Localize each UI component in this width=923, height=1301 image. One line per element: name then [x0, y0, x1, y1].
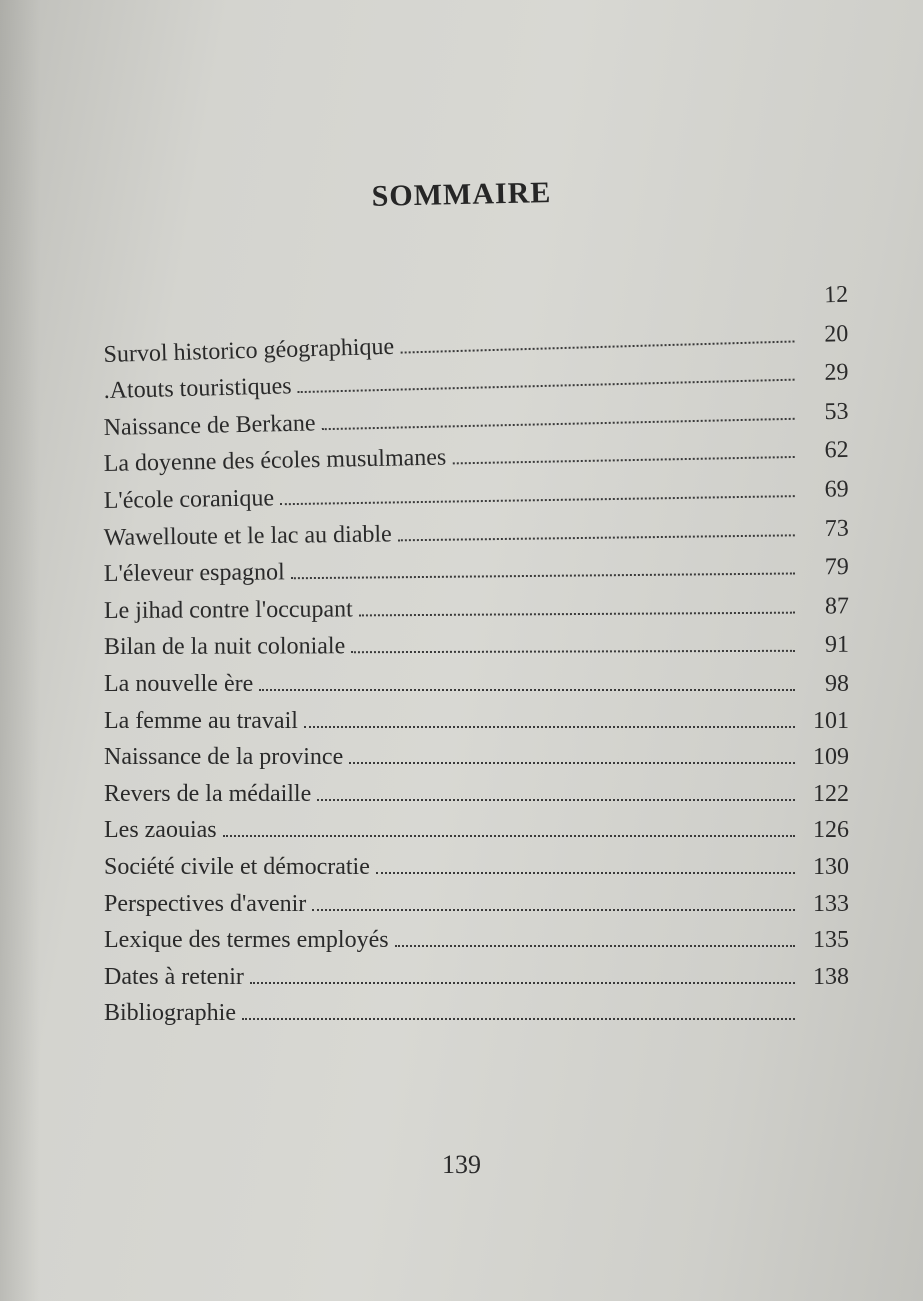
- toc-entry: [104, 776, 849, 808]
- toc-entry-title: Revers de la médaille: [104, 780, 312, 807]
- toc-leader-dots: [250, 981, 795, 984]
- toc-leader-dots: [359, 610, 795, 616]
- toc-entry-page: 69: [824, 476, 849, 503]
- toc-entry-title: Dates à retenir: [104, 963, 244, 990]
- toc-leader-dots: [351, 649, 795, 653]
- toc-entry-title: Naissance de Berkane: [103, 410, 316, 441]
- toc-leader-dots: [223, 834, 795, 837]
- toc-entry-page: 130: [813, 854, 849, 880]
- toc-entry-title: Les zaouias: [104, 817, 217, 844]
- toc-leader-dots: [452, 455, 794, 464]
- page-title: SOMMAIRE: [371, 176, 552, 213]
- toc-entry-page: 135: [813, 927, 849, 954]
- toc-entry-title: La doyenne des écoles musulmanes: [103, 444, 447, 478]
- toc-entry-title: Perspectives d'avenir: [104, 890, 307, 917]
- toc-entry-title: La femme au travail: [104, 707, 298, 734]
- toc-entry: [104, 739, 849, 771]
- toc-entry-page: 91: [824, 632, 849, 659]
- toc-entry: [104, 510, 849, 551]
- toc-entry-title: Lexique des termes employés: [104, 927, 389, 954]
- toc-entry: [104, 549, 849, 588]
- toc-leader-dots: [304, 725, 795, 728]
- toc-leader-dots: [400, 339, 794, 353]
- toc-entry: [104, 588, 849, 625]
- toc-entry-title: Naissance de la province: [104, 744, 344, 771]
- toc-entry-page: 62: [824, 437, 849, 464]
- toc-entry: [104, 849, 849, 881]
- toc-leader-dots: [376, 871, 795, 874]
- toc-entry: [104, 666, 849, 698]
- toc-leader-dots: [349, 761, 795, 764]
- toc-entry: [104, 886, 849, 918]
- toc-entry-page: 109: [813, 744, 849, 771]
- toc-entry: [104, 922, 849, 954]
- toc-leader-dots: [395, 944, 795, 947]
- toc-entry: [104, 627, 849, 661]
- toc-leader-dots: [322, 417, 795, 430]
- toc-entry: [104, 995, 849, 1027]
- toc-entry-title: L'éleveur espagnol: [103, 559, 285, 588]
- toc-entry-page: 20: [823, 320, 849, 348]
- toc-entry-page: 122: [813, 780, 849, 807]
- toc-leader-dots: [259, 688, 795, 691]
- toc-leader-dots: [312, 908, 795, 911]
- toc-entry-page: 29: [824, 359, 849, 387]
- toc-entry-title: La nouvelle ère: [104, 671, 254, 697]
- toc-entry-page: 133: [813, 890, 849, 917]
- toc-entry-page: 53: [824, 398, 849, 425]
- toc-entry-title: Le jihad contre l'occupant: [103, 596, 353, 624]
- toc-entry-title: Wawelloute et le lac au diable: [103, 520, 392, 551]
- toc-entry-title: Bibliographie: [104, 1000, 236, 1027]
- page-number: 139: [442, 1150, 481, 1179]
- toc-entry: [103, 471, 848, 515]
- toc-entry-title: L'école coranique: [103, 485, 275, 515]
- toc-leader-dots: [242, 1017, 795, 1020]
- toc-entry-page: 101: [813, 707, 849, 734]
- toc-entry-page: 79: [824, 554, 849, 581]
- toc-entry-page: 138: [813, 963, 849, 990]
- toc-leader-dots: [398, 533, 795, 541]
- toc-entry-page: 12: [823, 281, 849, 309]
- toc-entry-page: 87: [824, 593, 849, 620]
- toc-leader-dots: [280, 494, 795, 505]
- toc-leader-dots: [317, 798, 795, 801]
- toc-entry: [104, 959, 849, 991]
- toc-leader-dots: [298, 378, 795, 393]
- toc-entry-title: Bilan de la nuit coloniale: [103, 633, 346, 661]
- toc-entry: [104, 703, 849, 735]
- toc-entry-page: 73: [824, 515, 849, 542]
- toc-entry-page: 98: [825, 671, 849, 697]
- toc-entry-page: 126: [813, 817, 849, 844]
- toc-entry-title: Survol historico géographique: [103, 333, 395, 368]
- toc-entry: [104, 812, 849, 844]
- toc-entry-title: Société civile et démocratie: [104, 854, 370, 880]
- toc-entry-title: .Atouts touristiques: [103, 373, 292, 405]
- toc-leader-dots: [291, 572, 795, 580]
